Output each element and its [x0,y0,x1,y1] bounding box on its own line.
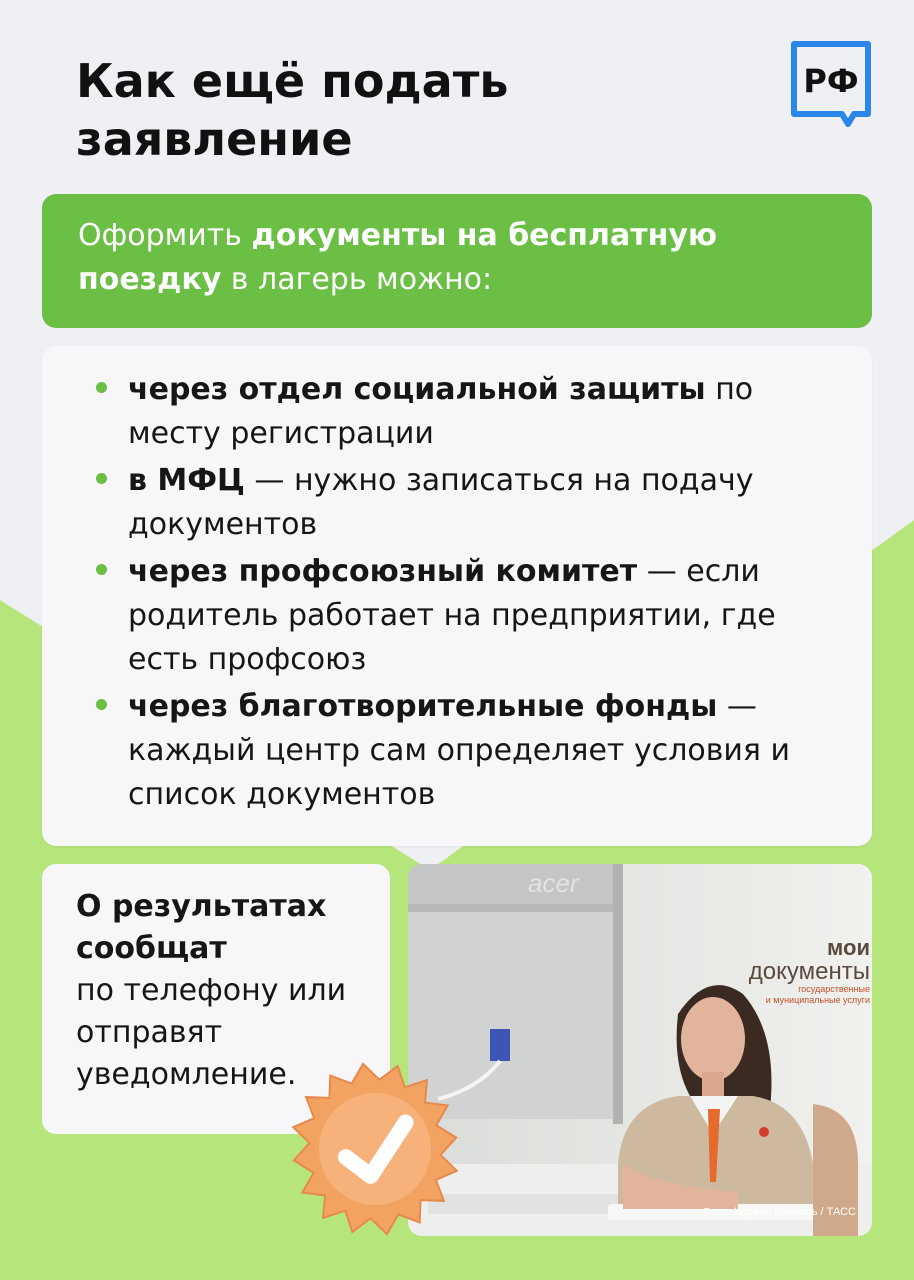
result-title: О результатах сообщат [76,889,327,966]
method-detail: — если родитель работает на предприятии, где есть профсоюз [128,554,776,677]
list-item [128,368,832,456]
page-title [76,52,716,168]
method-title: в МФЦ [128,463,245,498]
list-item [128,550,832,682]
bullet-dot [96,564,107,575]
method-detail: — нужно записаться на подачу документов [128,463,754,542]
list-item [128,459,832,547]
photo-illustration [408,864,872,1236]
method-detail: — каждый центр сам определяет условия и список документов [128,689,790,812]
office-photo [408,864,872,1236]
methods-list [128,368,832,817]
bullet-dot [96,699,107,710]
photo-credit: Фото: Кирилл Кухмарь / ТАСС [702,1206,856,1218]
sign-line-3b: и муниципальные услуги [765,995,870,1005]
intro-card [42,194,872,328]
sign-line-3a: государственные [798,984,870,994]
intro-text [78,218,717,297]
title-line-1: Как ещё подать [76,54,509,108]
result-text: по телефону или отправят уведомление. [76,973,347,1092]
list-item [128,685,832,817]
intro-post: в лагерь можно: [221,262,493,297]
method-title: через отдел социальной защиты [128,372,706,407]
intro-pre: Оформить [78,218,252,253]
bullet-dot [96,473,107,484]
method-title: через профсоюзный комитет [128,554,638,589]
check-badge-icon [284,1058,466,1240]
chat-bubble-icon [788,40,876,132]
monitor-brand: acer [528,868,579,898]
rf-logo [788,40,876,132]
title-line-2: заявление [76,112,353,166]
sign-line-2: документы [748,958,870,985]
method-title: через благотворительные фонды [128,689,718,724]
sign-line-1: мои [827,935,870,960]
logo-text: РФ [803,62,859,100]
intro-bold: документы на бесплатную поездку [78,218,718,297]
method-detail: по месту регистрации [128,372,754,451]
office-sign [720,936,870,1006]
bullet-dot [96,382,107,393]
methods-card [42,346,872,846]
